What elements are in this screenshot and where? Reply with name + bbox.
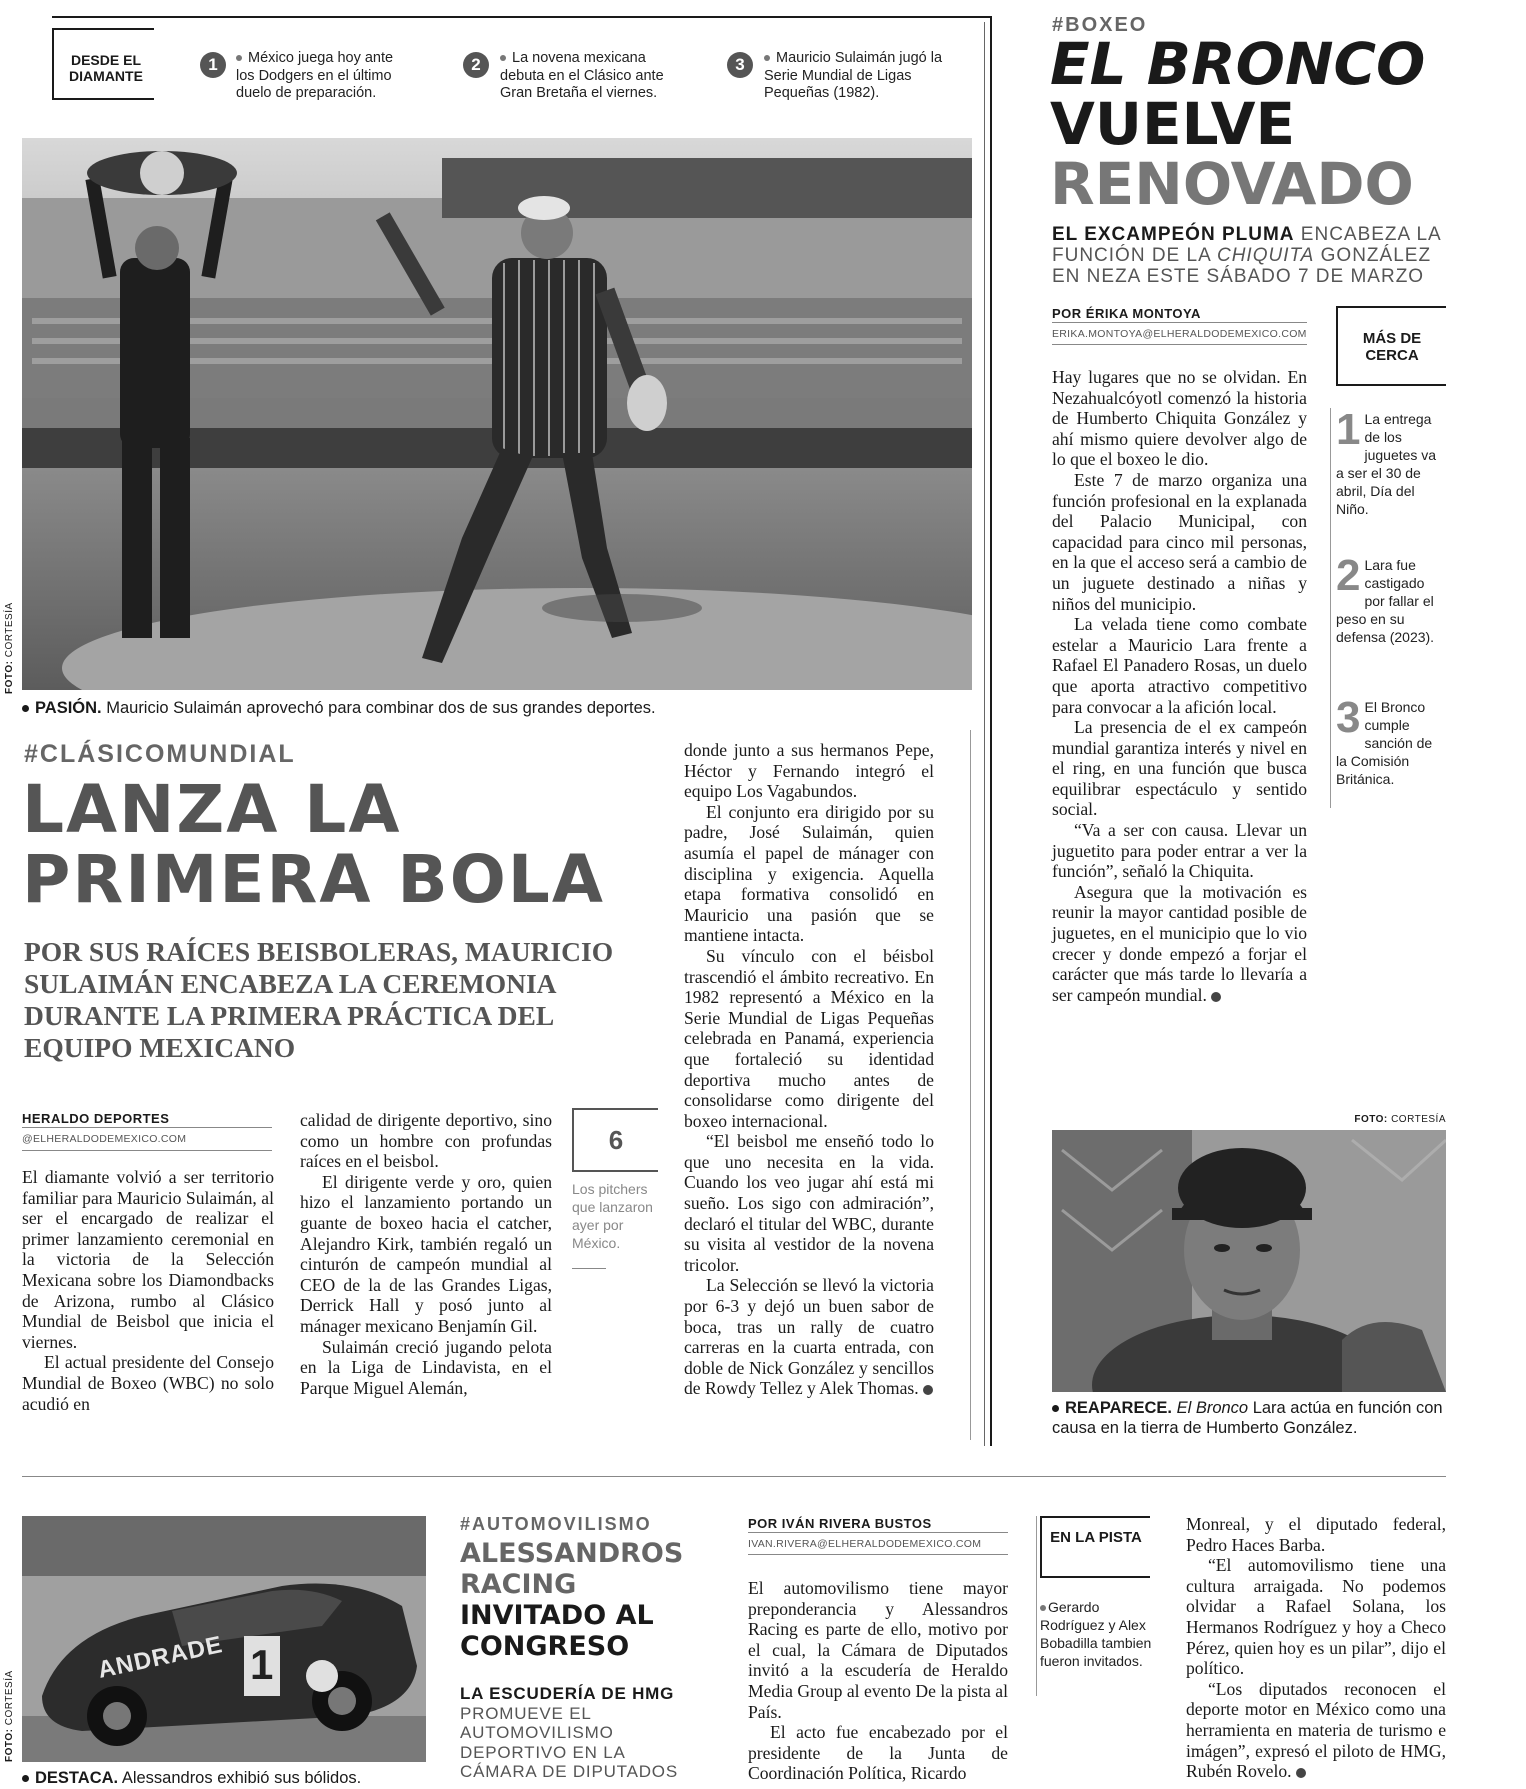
- auto-body2-p1: Monreal, y el diputado federal, Pedro Haces Barba.: [1186, 1514, 1446, 1555]
- clasico-col1-p1: El diamante volvió a ser territorio familiar para Mauricio Sulaimán, al ser el encargado de realizar el primer lanzamiento ceremonial en la victoria de la Selección Mexicana sobre los Diamondbacks de Arizona, rumbo al Clásico Mundial de Beisbol que inicia el viernes.: [22, 1167, 274, 1352]
- bullet-dot: [22, 1775, 29, 1782]
- clasico-headline-line-2: PRIMERA BOLA: [22, 841, 605, 918]
- stat-number: 6: [608, 1125, 624, 1155]
- boxeo-deck-italic: CHIQUITA: [1216, 245, 1315, 266]
- race-car-photo: [22, 1516, 426, 1762]
- section-divider: [22, 1476, 1446, 1477]
- clasico-headline: [22, 771, 682, 918]
- clasico-headline-line-1: LANZA LA: [22, 771, 402, 848]
- diamante-item-2-text: La novena mexicana debuta en el Clásico ante Gran Bretaña el viernes.: [500, 50, 664, 101]
- clasico-col3-p2: El conjunto era dirigido por su padre, José Sulaimán, quien asumía el papel de mánager con disciplina y exigencia. Aquella etapa formativa consolidó en Mauricio una pasión que se mantiene intacta.: [684, 801, 934, 946]
- auto-body2-p3: [1186, 1679, 1446, 1782]
- boxeo-photo-credit: [1340, 1114, 1446, 1125]
- diamante-item-3-text: Mauricio Sulaimán jugó la Serie Mundial de Ligas Pequeñas (1982).: [764, 50, 943, 101]
- boxeo-deck-rest-1: ENCABEZA LA FUNCIÓN DE LA: [1052, 224, 1441, 266]
- auto-deck-bold: LA ESCUDERÍA DE HMG: [460, 1684, 675, 1703]
- boxeo-body: [1052, 367, 1307, 1005]
- auto-photo-credit: [4, 1670, 15, 1762]
- clasico-col2-p1: calidad de dirigente deportivo, sino como un hombre con profundas raíces en el beisbol.: [300, 1110, 552, 1172]
- auto-body2-p3-text: “Los diputados reconocen el deporte motor en México como una herramienta en materia de turismo e imágen”, expresó el piloto de HMG, Rubén Rovelo.: [1186, 1678, 1446, 1782]
- main-caption-text: Mauricio Sulaimán aprovechó para combinar dos de sus grandes deportes.: [106, 699, 656, 717]
- end-mark-icon: [923, 1385, 933, 1395]
- auto-body: [748, 1578, 1008, 1784]
- mas-de-cerca-label: MÁS DE CERCA: [1362, 330, 1422, 364]
- clasico-col3-p5: [684, 1275, 934, 1399]
- boxeo-byline: POR ÉRIKA MONTOYA: [1052, 306, 1201, 321]
- car-number: 1: [250, 1641, 274, 1688]
- en-la-pista-body: Gerardo Rodríguez y Alex Bobadilla tambien fueron invitados.: [1040, 1599, 1152, 1669]
- boxeo-deck-rest-2: GONZÁLEZ EN NEZA ESTE SÁBADO 7 DE MARZO: [1052, 245, 1432, 287]
- boxeo-body-p4: La presencia de el ex campeón mundial garantiza interés y nivel en el ring, en una función que busca equilibrar espectáculo y sentido social.: [1052, 717, 1307, 820]
- desde-diamante-label: DESDE EL DIAMANTE: [69, 52, 143, 84]
- auto-headline-line-1: ALESSANDROS: [460, 1538, 684, 1569]
- en-la-pista-label: EN LA PISTA: [1050, 1529, 1142, 1546]
- top-rule-inner-vertical: [984, 22, 985, 1446]
- boxeo-byline-mail: ERIKA.MONTOYA@ELHERALDODEMEXICO.COM: [1052, 328, 1307, 340]
- auto-byline-mail: IVAN.RIVERA@ELHERALDODEMEXICO.COM: [748, 1538, 982, 1550]
- mas-de-cerca-item-1: [1336, 405, 1446, 518]
- column-divider-clasico: [970, 730, 971, 1440]
- mas-de-cerca-box: [1336, 306, 1446, 386]
- boxeo-headline-line-1: EL BRONCO: [1050, 30, 1426, 98]
- auto-body-p2: El acto fue encabezado por el presidente de la Junta de Coordinación Política, Ricardo: [748, 1722, 1008, 1784]
- auto-headline-line-4: CONGRESO: [460, 1631, 630, 1662]
- diamante-num-1: 1: [200, 52, 226, 78]
- mas-de-cerca-divider: [1330, 408, 1331, 808]
- mas-de-cerca-text-2: Lara fue castigado por fallar el peso en su defensa (2023).: [1336, 557, 1435, 645]
- en-la-pista-divider: [1036, 1516, 1037, 1696]
- auto-caption-lead: DESTACA.: [35, 1769, 119, 1787]
- diamante-item-3: [764, 50, 949, 103]
- clasico-col3-p3: Su vínculo con el béisbol trascendió el ámbito recreativo. En 1982 representó a México en la Serie Mundial de Ligas Pequeñas celebrada en Panamá, experiencia que fortaleció su identidad deportiva mucho antes de consolidarse como dirigente del boxeo internacional.: [684, 945, 934, 1131]
- auto-headline-line-2: RACING: [460, 1569, 577, 1600]
- main-photo-credit: [4, 602, 15, 694]
- boxeo-body-p2: Este 7 de marzo organiza una función profesional en la explanada del Palacio Municipal, con capacidad para cinco mil personas, en la que el acceso será a cambio de un juguete destinado a niñas y niños del municipio.: [1052, 469, 1307, 614]
- mas-de-cerca-num-1: 1: [1336, 405, 1361, 454]
- clasico-col3-p5-text: La Selección se llevó la victoria por 6-3 y dejó un buen sabor de boca, tras un rally de cuatro carreras en la cuarta entrada, con doble de Nick González y sencillos de Rowdy Tellez y Alek Thomas.: [684, 1275, 934, 1399]
- auto-deck: [460, 1684, 690, 1782]
- clasico-column-3: [684, 740, 934, 1399]
- boxeo-headline: [1050, 30, 1520, 218]
- bullet-dot: [1052, 1405, 1059, 1412]
- auto-deck-rest: PROMUEVE EL AUTOMOVILISMO DEPORTIVO EN LA CÁMARA DE DIPUTADOS: [460, 1703, 678, 1781]
- end-mark-icon: [1211, 992, 1221, 1002]
- boxeo-body-p6-text: Asegura que la motivación es reunir la mayor cantidad posible de juguetes, en el municipio que lo vio crecer y donde empezó a forjar el carácter que más tarde lo llevaría a ser campeón mundial.: [1052, 881, 1307, 1005]
- main-photo-credit-label: FOTO:: [4, 660, 15, 694]
- clasico-col2-p2: El dirigente verde y oro, quien hizo el lanzamiento portando un guante de boxeo hacia el catcher, Alejandro Kirk, también regaló un cinturón de campeón mundial al CEO de la de las Grandes Ligas, Derrick Hall y posó junto al mánager mexicano Benjamín Gil.: [300, 1171, 552, 1336]
- diamante-item-2: [500, 50, 680, 103]
- boxeo-byline-rule-2: [1052, 344, 1307, 345]
- car-sponsor-text: ANDRADE: [95, 1631, 226, 1684]
- boxeo-byline-rule: [1052, 322, 1307, 323]
- auto-byline-rule-2: [748, 1554, 1008, 1555]
- clasico-hashtag: #CLÁSICOMUNDIAL: [24, 740, 296, 768]
- mas-de-cerca-text-3: El Bronco cumple sanción de la Comisión Británica.: [1336, 699, 1433, 787]
- boxeo-body-p3: La velada tiene como combate estelar a Mauricio Lara frente a Rafael El Panadero Rosas, un duelo que aporta atractivo competitivo para convocar a la afición local.: [1052, 614, 1307, 717]
- stat-text: Los pitchers que lanzaron ayer por México.: [572, 1181, 653, 1251]
- race-car-illustration: [22, 1516, 426, 1762]
- boxeo-body-p5: “Va a ser con causa. Llevar un juguetito para poder entrar a ver la función”, señaló la Chiquita.: [1052, 820, 1307, 882]
- auto-photo-credit-label: FOTO:: [4, 1728, 15, 1762]
- clasico-col3-p1: donde junto a sus hermanos Pepe, Héctor y Fernando integró el equipo Los Vagabundos.: [684, 740, 934, 802]
- stat-box: [572, 1108, 658, 1172]
- boxeo-hashtag: #BOXEO: [1052, 14, 1148, 36]
- en-la-pista-box: [1040, 1516, 1150, 1578]
- diamante-item-1-text: México juega hoy ante los Dodgers en el último duelo de preparación.: [236, 50, 394, 101]
- boxeo-caption-italic: El Bronco: [1176, 1399, 1249, 1417]
- auto-hashtag: #AUTOMOVILISMO: [460, 1514, 652, 1534]
- mas-de-cerca-item-3: [1336, 693, 1446, 788]
- mas-de-cerca-num-3: 3: [1336, 693, 1361, 742]
- auto-photo-credit-text: CORTESÍA: [4, 1670, 15, 1726]
- auto-byline-rule: [748, 1532, 1008, 1533]
- boxer-photo-illustration: [1052, 1130, 1446, 1392]
- end-mark-icon: [1296, 1768, 1306, 1778]
- boxeo-caption: [1052, 1398, 1446, 1438]
- baseball-photo-illustration: [22, 138, 972, 690]
- clasico-col3-p4: “El beisbol me enseñó todo lo que uno necesita en la vida. Cuando los veo jugar ahí está mi sueño. Los sigo con admiración”, declaró el titular del WBC, durante su visita al vestidor de la novena tricolor.: [684, 1131, 934, 1275]
- bullet-dot: [236, 55, 242, 61]
- en-la-pista-text: [1040, 1598, 1155, 1670]
- boxeo-deck-bold: EL EXCAMPEÓN PLUMA: [1052, 224, 1295, 245]
- auto-body2-p2: “El automovilismo tiene una cultura arraigada. No podemos olvidar a Rafael Solana, los Hermanos Rodríguez y hoy a Checo Pérez, quien hoy es un pilar”, dijo el político.: [1186, 1555, 1446, 1679]
- mas-de-cerca-text-1: La entrega de los juguetes va a ser el 30 de abril, Día del Niño.: [1336, 411, 1437, 517]
- bullet-dot: [764, 55, 770, 61]
- bullet-dot: [1040, 1605, 1046, 1611]
- clasico-col2-p3: Sulaimán creció jugando pelota en la Liga de Lindavista, en el Parque Miguel Alemán,: [300, 1336, 552, 1398]
- main-caption-lead: PASIÓN.: [35, 699, 102, 717]
- clasico-byline-handle: @ELHERALDODEMEXICO.COM: [22, 1133, 187, 1145]
- clasico-byline-rule-2: [22, 1150, 272, 1151]
- boxeo-headline-line-3: RENOVADO: [1050, 150, 1414, 218]
- clasico-deck: POR SUS RAÍCES BEISBOLERAS, MAURICIO SULAIMÁN ENCABEZA LA CEREMONIA DURANTE LA PRIMERA PRÁCTICA DEL EQUIPO MEXICANO: [24, 936, 614, 1063]
- baseball-ceremony-photo: [22, 138, 972, 690]
- desde-diamante-box: [52, 28, 154, 100]
- top-rule-right-vertical: [990, 16, 992, 1446]
- clasico-column-1: [22, 1167, 274, 1414]
- clasico-byline-rule: [22, 1127, 272, 1128]
- boxeo-photo-credit-label: FOTO:: [1354, 1114, 1388, 1125]
- boxeo-body-p1: Hay lugares que no se olvidan. En Nezahualcóyotl comenzó la historia de Humberto Chiquita González y ahí mismo quiere devolver algo de lo que el boxeo le dio.: [1052, 367, 1307, 470]
- auto-headline-line-3: INVITADO AL: [460, 1600, 654, 1631]
- auto-headline: [460, 1538, 720, 1662]
- main-photo-credit-text: CORTESÍA: [4, 602, 15, 658]
- stat-rule: [572, 1268, 606, 1269]
- auto-caption-text: Alessandros exhibió sus bólidos.: [121, 1769, 362, 1787]
- clasico-byline: HERALDO DEPORTES: [22, 1111, 170, 1126]
- boxeo-deck: [1052, 224, 1452, 287]
- bullet-dot: [500, 55, 506, 61]
- boxer-photo: [1052, 1130, 1446, 1392]
- diamante-num-2: 2: [463, 52, 489, 78]
- boxeo-photo-credit-text: CORTESÍA: [1391, 1114, 1446, 1125]
- boxeo-caption-lead: REAPARECE.: [1065, 1399, 1172, 1417]
- boxeo-body-p6: [1052, 882, 1307, 1006]
- auto-body-2: [1186, 1514, 1446, 1782]
- bullet-dot: [22, 705, 29, 712]
- boxeo-headline-line-2: VUELVE: [1050, 90, 1296, 158]
- top-rule-left: [52, 16, 992, 18]
- boxeo-caption-text: Lara actúa en función con causa en la tierra de Humberto González.: [1052, 1399, 1443, 1437]
- auto-byline: POR IVÁN RIVERA BUSTOS: [748, 1516, 932, 1531]
- clasico-column-2: [300, 1110, 552, 1398]
- mas-de-cerca-num-2: 2: [1336, 551, 1361, 600]
- main-photo-caption: [22, 698, 972, 718]
- mas-de-cerca-item-2: [1336, 551, 1446, 646]
- diamante-item-1: [236, 50, 411, 103]
- auto-caption: [22, 1768, 426, 1788]
- diamante-num-3: 3: [727, 52, 753, 78]
- clasico-col1-p2: El actual presidente del Consejo Mundial de Boxeo (WBC) no solo acudió en: [22, 1352, 274, 1414]
- auto-body-p1: El automovilismo tiene mayor preponderancia y Alessandros Racing es parte de ello, motivo por el cual, la Cámara de Diputados invitó a la escudería de Heraldo Media Group al evento De la pista al País.: [748, 1578, 1008, 1722]
